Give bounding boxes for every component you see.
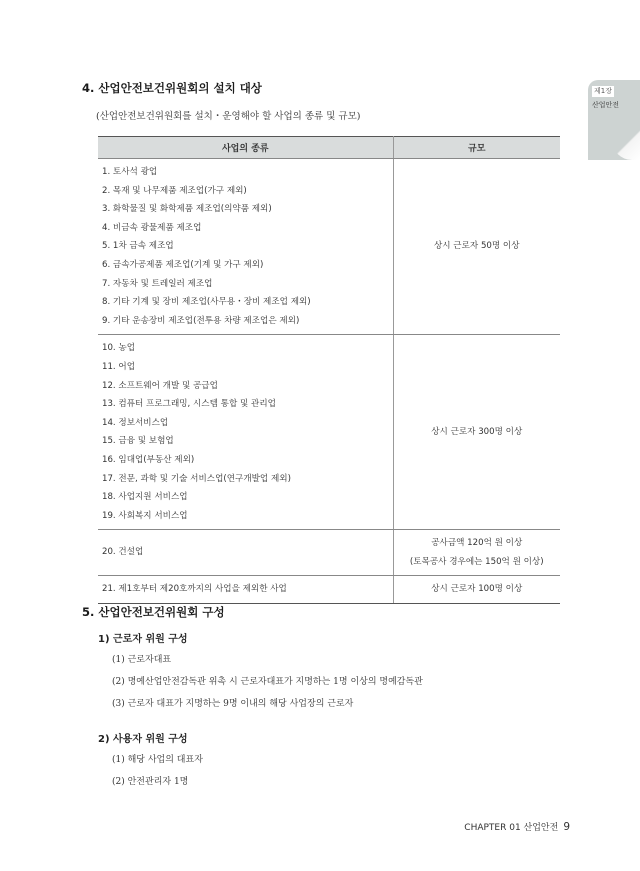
section-4-title: 4. 산업안전보건위원회의 설치 대상 [82, 81, 262, 95]
scale-text: 상시 근로자 300명 이상 [431, 426, 523, 437]
industry-list-cell [98, 159, 393, 335]
scale-cell [393, 576, 560, 604]
industry-list-cell [98, 576, 393, 604]
industry-item: 13. 컴퓨터 프로그래밍, 시스템 통합 및 관리업 [102, 399, 276, 410]
industry-item: 7. 자동차 및 트레일러 제조업 [102, 278, 213, 289]
industry-item: 1. 토사석 광업 [102, 167, 158, 177]
industry-item: 16. 임대업(부동산 제외) [102, 454, 195, 465]
industry-item: 2. 목재 및 나무제품 제조업(가구 제외) [102, 185, 247, 196]
industry-list-cell [98, 530, 393, 576]
scale-text: 공사금액 120억 원 이상 [431, 537, 523, 548]
committee-installation-table [98, 136, 560, 604]
scale-text: (토목공사 경우에는 150억 원 이상) [409, 556, 544, 567]
industry-item: 21. 제1호부터 제20호까지의 사업을 제외한 사업 [102, 584, 287, 595]
industry-item: 20. 건설업 [102, 547, 144, 558]
section-4-subtitle: (산업안전보건위원회를 설치・운영해야 할 사업의 종류 및 규모) [96, 111, 361, 122]
industry-item: 4. 비금속 광물제품 제조업 [102, 222, 202, 233]
scale-text: 상시 근로자 50명 이상 [433, 241, 520, 252]
industry-item: 19. 사회복지 서비스업 [102, 510, 188, 521]
industry-item: 11. 어업 [102, 361, 136, 372]
industry-item: 9. 기타 운송장비 제조업(전투용 차량 제조업은 제외) [102, 315, 300, 326]
page-number: 9 [563, 821, 570, 833]
chapter-label: CHAPTER 01 산업안전 [464, 823, 559, 833]
industry-item: 15. 금융 및 보험업 [102, 436, 174, 447]
table-row [98, 576, 560, 604]
table-row [98, 159, 560, 335]
page-footer [464, 820, 570, 833]
industry-item: 3. 화학물질 및 화학제품 제조업(의약품 제외) [102, 204, 272, 215]
industry-item: 8. 기타 기계 및 장비 제조업(사무용・장비 제조업 제외) [102, 297, 311, 308]
chapter-tab-label: 산업안전 [592, 101, 620, 109]
header-scale: 규모 [393, 137, 560, 159]
employer-members-heading: 2) 사용자 위원 구성 [98, 734, 188, 745]
industry-item: 14. 정보서비스업 [102, 417, 169, 428]
header-industry-type: 사업의 종류 [98, 137, 393, 159]
industry-item: 10. 농업 [102, 343, 136, 354]
industry-item: 12. 소프트웨어 개발 및 공급업 [102, 380, 218, 391]
scale-cell [393, 335, 560, 530]
industry-item: 17. 전문, 과학 및 기술 서비스업(연구개발업 제외) [102, 473, 291, 484]
scale-text: 상시 근로자 100명 이상 [431, 584, 523, 595]
industry-item: 6. 금속가공제품 제조업(기계 및 가구 제외) [102, 259, 264, 270]
industry-item: 18. 사업지원 서비스업 [102, 492, 188, 503]
scale-cell [393, 159, 560, 335]
employer-member-item: (1) 해당 사업의 대표자 [112, 755, 203, 765]
worker-members-heading: 1) 근로자 위원 구성 [98, 634, 188, 645]
employer-member-item: (2) 안전관리자 1명 [112, 777, 189, 787]
worker-member-item: (3) 근로자 대표가 지명하는 9명 이내의 해당 사업장의 근로자 [112, 699, 354, 709]
section-5-title: 5. 산업안전보건위원회 구성 [82, 605, 225, 619]
worker-member-item: (1) 근로자대표 [112, 655, 172, 665]
worker-member-item: (2) 명예산업안전감독관 위촉 시 근로자대표가 지명하는 1명 이상의 명예감독관 [112, 677, 423, 687]
scale-cell [393, 530, 560, 576]
table-row [98, 335, 560, 530]
industry-item: 5. 1차 금속 제조업 [102, 241, 174, 252]
chapter-badge: 제1장 [592, 86, 614, 97]
table-header-row [98, 137, 560, 159]
table-row [98, 530, 560, 576]
industry-list-cell [98, 335, 393, 530]
